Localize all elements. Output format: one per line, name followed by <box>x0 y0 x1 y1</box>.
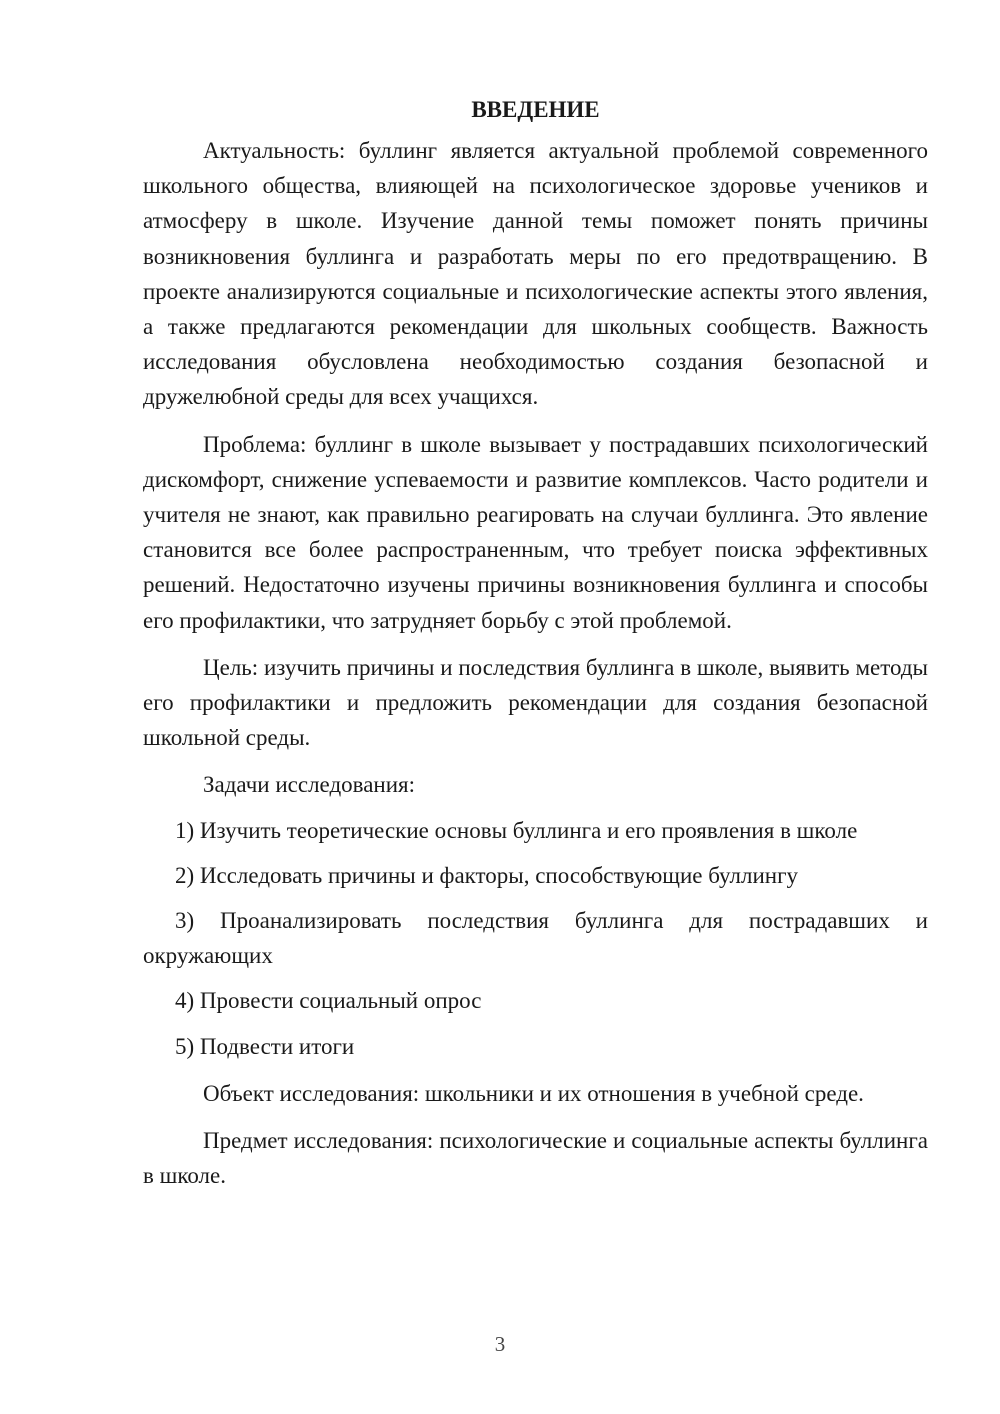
task-item-5: 5) Подвести итоги <box>175 1033 355 1059</box>
task-item-3: 3) Проанализировать последствия буллинга для пострадавших и окружающих <box>143 908 928 969</box>
tasks-heading: Задачи исследования: <box>203 772 416 798</box>
problem-paragraph: Проблема: буллинг в школе вызывает у пострадавших психологический дискомфорт, снижение успеваемости и развитие комплексов. Часто родители и учителя не знают, как правильно реагировать на случаи буллинга. Это явление становится все более распространенным, что требует поиска эффективных решений. Недостаточно изучены причины возникновения буллинга и способы его профилактики, что затрудняет борьбу с этой проблемой. <box>143 431 928 633</box>
task-item-2: 2) Исследовать причины и факторы, способствующие буллингу <box>175 862 799 888</box>
document-page <box>143 92 928 1193</box>
object-paragraph: Объект исследования: школьники и их отношения в учебной среде. <box>203 1080 864 1106</box>
page-number: 3 <box>494 1332 506 1356</box>
subject-paragraph: Предмет исследования: психологические и социальные аспекты буллинга в школе. <box>143 1128 928 1189</box>
section-title: ВВЕДЕНИЕ <box>471 97 600 122</box>
task-item-1: 1) Изучить теоретические основы буллинга и его проявления в школе <box>175 817 858 843</box>
task-item-4: 4) Провести социальный опрос <box>175 988 482 1014</box>
goal-paragraph: Цель: изучить причины и последствия буллинга в школе, выявить методы его профилактики и предложить рекомендации для создания безопасной школьной среды. <box>143 654 928 751</box>
relevance-paragraph: Актуальность: буллинг является актуальной проблемой современного школьного общества, влияющей на психологическое здоровье учеников и атмосферу в школе. Изучение данной темы поможет понять причины возникновения буллинга и разработать меры по его предотвращению. В проекте анализируются социальные и психологические аспекты этого явления, а также предлагаются рекомендации для школьных сообществ. Важность исследования обусловлена необходимостью создания безопасной и дружелюбной среды для всех учащихся. <box>143 138 928 410</box>
